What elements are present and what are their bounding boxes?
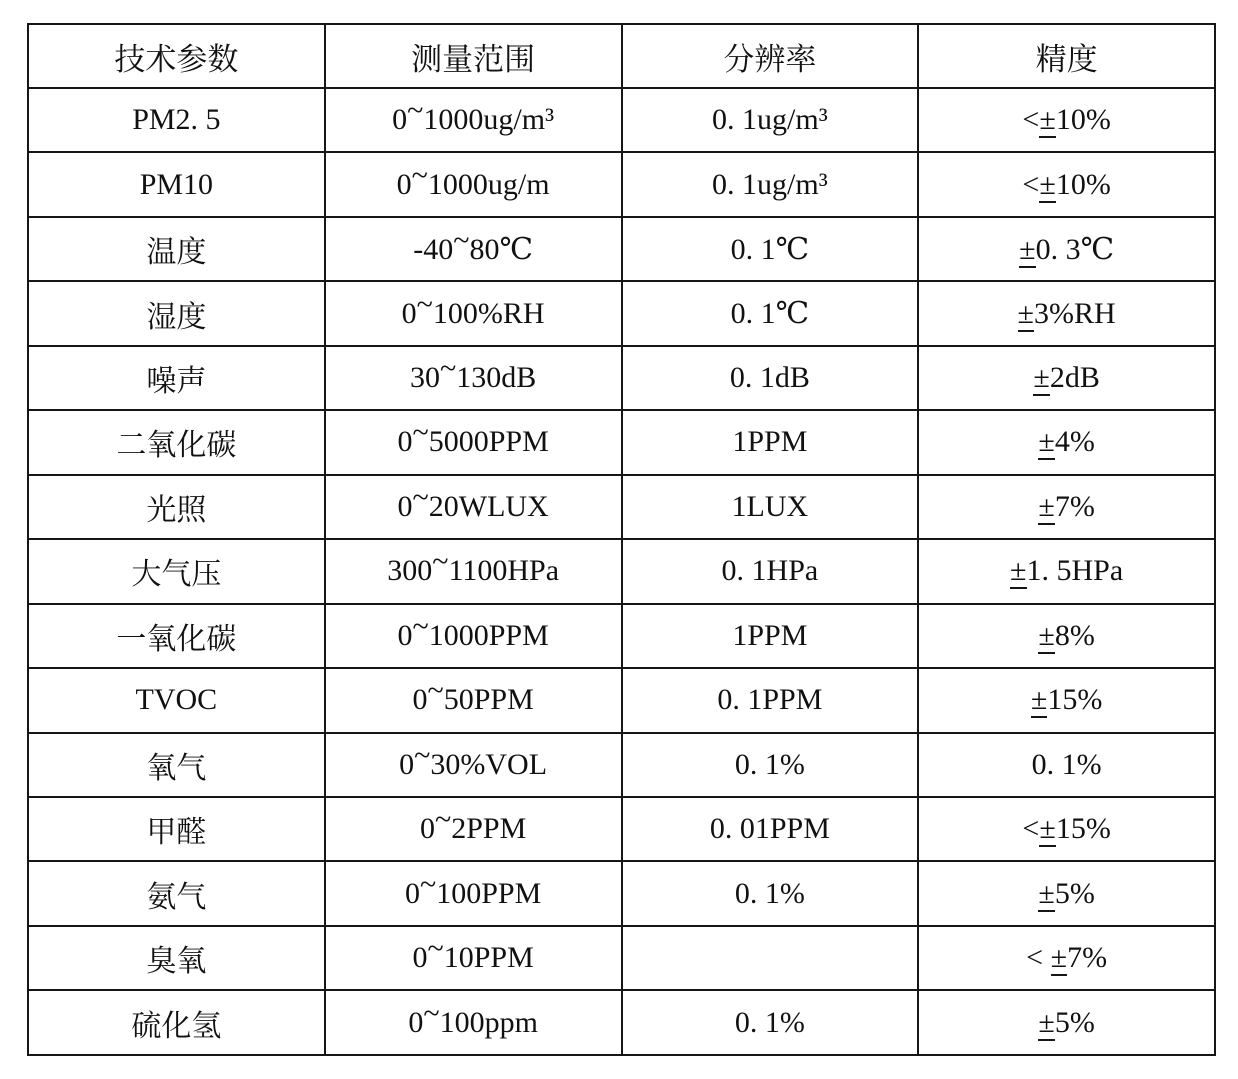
- cell-resolution: 0. 1%: [622, 990, 919, 1055]
- plus-minus-sign: ±: [1033, 361, 1050, 395]
- specs-table: [27, 23, 1216, 1056]
- cell-accuracy: ±5%: [918, 990, 1215, 1055]
- cell-range: 0~1000PPM: [325, 604, 622, 668]
- tilde-sign: ~: [432, 545, 449, 579]
- cell-accuracy: <±10%: [918, 152, 1215, 216]
- tilde-sign: ~: [411, 158, 428, 192]
- table-header: [28, 24, 1215, 88]
- cell-parameter: 大气压: [28, 539, 325, 603]
- cell-range: 0~100ppm: [325, 990, 622, 1055]
- cell-accuracy: ±4%: [918, 410, 1215, 474]
- cell-parameter: 噪声: [28, 346, 325, 410]
- tilde-sign: ~: [427, 674, 444, 708]
- table-row: [28, 281, 1215, 345]
- cell-accuracy: ±1. 5HPa: [918, 539, 1215, 603]
- cell-resolution: 0. 01PPM: [622, 797, 919, 861]
- table-row: [28, 152, 1215, 216]
- cell-parameter: PM2. 5: [28, 88, 325, 152]
- plus-minus-sign: ±: [1030, 683, 1048, 717]
- cell-resolution: 1LUX: [622, 475, 919, 539]
- plus-minus-sign: ±: [1010, 554, 1027, 588]
- table-row: [28, 539, 1215, 603]
- cell-resolution: 0. 1dB: [622, 346, 919, 410]
- cell-range: 0~30%VOL: [325, 733, 622, 797]
- cell-resolution: 1PPM: [622, 604, 919, 668]
- tilde-sign: ~: [412, 609, 429, 643]
- plus-minus-sign: ±: [1050, 941, 1068, 975]
- cell-resolution: 0. 1ug/m³: [622, 88, 919, 152]
- cell-resolution: 1PPM: [622, 410, 919, 474]
- cell-accuracy: <±10%: [918, 88, 1215, 152]
- tilde-sign: ~: [427, 932, 444, 966]
- plus-minus-sign: ±: [1039, 103, 1056, 137]
- cell-accuracy: ±2dB: [918, 346, 1215, 410]
- table-row: [28, 926, 1215, 990]
- tilde-sign: ~: [412, 480, 429, 514]
- table-row: [28, 88, 1215, 152]
- cell-parameter: 氧气: [28, 733, 325, 797]
- column-header-accuracy: 精度: [918, 24, 1215, 88]
- tilde-sign: ~: [416, 287, 433, 321]
- cell-accuracy: ±0. 3℃: [918, 217, 1215, 281]
- table-row: [28, 668, 1215, 732]
- cell-parameter: 光照: [28, 475, 325, 539]
- cell-parameter: 硫化氢: [28, 990, 325, 1055]
- cell-accuracy: ±7%: [918, 475, 1215, 539]
- cell-range: 0~50PPM: [325, 668, 622, 732]
- table-row: [28, 733, 1215, 797]
- cell-accuracy: ±3%RH: [918, 281, 1215, 345]
- cell-parameter: 湿度: [28, 281, 325, 345]
- cell-range: 0~100PPM: [325, 861, 622, 925]
- cell-parameter: PM10: [28, 152, 325, 216]
- plus-minus-sign: ±: [1017, 296, 1035, 330]
- cell-accuracy: ±15%: [918, 668, 1215, 732]
- plus-minus-sign: ±: [1019, 232, 1036, 266]
- cell-resolution: 0. 1PPM: [622, 668, 919, 732]
- cell-range: 0~20WLUX: [325, 475, 622, 539]
- cell-resolution: 0. 1HPa: [622, 539, 919, 603]
- cell-parameter: 二氧化碳: [28, 410, 325, 474]
- tilde-sign: ~: [412, 416, 429, 450]
- table-body: [28, 88, 1215, 1055]
- cell-range: -40~80℃: [325, 217, 622, 281]
- table-row: [28, 604, 1215, 668]
- cell-resolution: 0. 1%: [622, 861, 919, 925]
- cell-accuracy: ±5%: [918, 861, 1215, 925]
- plus-minus-sign: ±: [1039, 167, 1056, 201]
- cell-range: 0~2PPM: [325, 797, 622, 861]
- cell-parameter: 温度: [28, 217, 325, 281]
- cell-resolution: 0. 1%: [622, 733, 919, 797]
- cell-range: 0~1000ug/m³: [325, 88, 622, 152]
- column-header-range: 测量范围: [325, 24, 622, 88]
- cell-resolution: 0. 1ug/m³: [622, 152, 919, 216]
- cell-accuracy: < ±7%: [918, 926, 1215, 990]
- cell-range: 0~10PPM: [325, 926, 622, 990]
- plus-minus-sign: ±: [1039, 812, 1056, 846]
- table-row: [28, 797, 1215, 861]
- column-header-parameter: 技术参数: [28, 24, 325, 88]
- cell-parameter: 甲醛: [28, 797, 325, 861]
- cell-range: 0~100%RH: [325, 281, 622, 345]
- cell-accuracy: <±15%: [918, 797, 1215, 861]
- tilde-sign: ~: [434, 803, 452, 837]
- header-row: [28, 24, 1215, 88]
- cell-resolution: 0. 1℃: [622, 281, 919, 345]
- table-row: [28, 861, 1215, 925]
- tilde-sign: ~: [414, 738, 431, 772]
- cell-accuracy: 0. 1%: [918, 733, 1215, 797]
- tilde-sign: ~: [423, 996, 440, 1030]
- cell-range: 300~1100HPa: [325, 539, 622, 603]
- column-header-resolution: 分辨率: [622, 24, 919, 88]
- cell-accuracy: ±8%: [918, 604, 1215, 668]
- table-row: [28, 217, 1215, 281]
- cell-parameter: 氨气: [28, 861, 325, 925]
- table-row: [28, 346, 1215, 410]
- tilde-sign: ~: [453, 223, 470, 257]
- plus-minus-sign: ±: [1038, 876, 1055, 910]
- cell-range: 30~130dB: [325, 346, 622, 410]
- tilde-sign: ~: [419, 867, 437, 901]
- plus-minus-sign: ±: [1038, 618, 1055, 652]
- table-row: [28, 410, 1215, 474]
- plus-minus-sign: ±: [1038, 1005, 1055, 1039]
- table-row: [28, 475, 1215, 539]
- cell-resolution: [622, 926, 919, 990]
- tilde-sign: ~: [440, 352, 457, 386]
- plus-minus-sign: ±: [1038, 425, 1055, 459]
- cell-range: 0~5000PPM: [325, 410, 622, 474]
- cell-parameter: 臭氧: [28, 926, 325, 990]
- cell-parameter: TVOC: [28, 668, 325, 732]
- cell-parameter: 一氧化碳: [28, 604, 325, 668]
- cell-resolution: 0. 1℃: [622, 217, 919, 281]
- table-row: [28, 990, 1215, 1055]
- cell-range: 0~1000ug/m: [325, 152, 622, 216]
- tilde-sign: ~: [407, 94, 424, 128]
- plus-minus-sign: ±: [1038, 489, 1055, 523]
